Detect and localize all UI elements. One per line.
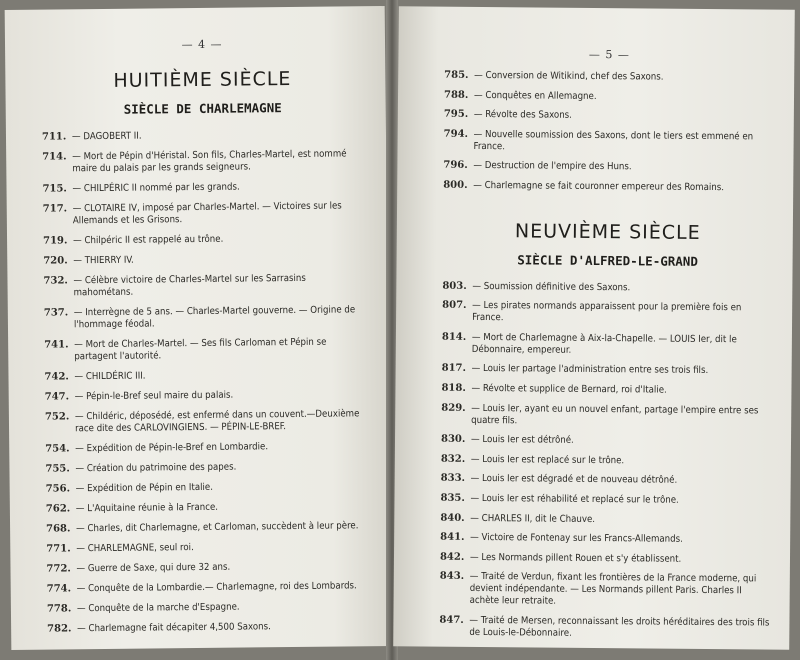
- entry-text: — Conquête de la marche d'Espagne.: [76, 601, 240, 615]
- entry-text: — Pépin-le-Bref seul maire du palais.: [74, 389, 234, 403]
- timeline-entry: [45, 408, 367, 435]
- entry-text: — Chilpéric II est rappelé au trône.: [73, 233, 224, 247]
- timeline-entry: [42, 148, 364, 175]
- era-heading: SIÈCLE DE CHARLEMAGNE: [123, 100, 282, 117]
- entry-text: — Expédition de Pépin-le-Bref en Lombardie.: [75, 441, 269, 455]
- entry-text: — Célèbre victoire de Charles-Martel sur les Sarrasins mahométans.: [73, 272, 306, 299]
- entry-year: 835.: [440, 492, 465, 504]
- entry-text: — Les Normands pillent Rouen et s'y établissent.: [469, 551, 682, 565]
- entry-year: 742.: [44, 371, 69, 383]
- entry-year: 840.: [440, 512, 465, 524]
- timeline-entry: [46, 520, 368, 535]
- entry-year: 774.: [46, 583, 72, 595]
- entry-list: [42, 128, 369, 635]
- timeline-entry: [440, 551, 770, 566]
- entry-text: — Victoire de Fontenay sur les Francs-Allemands.: [470, 532, 683, 545]
- entry-text: — Création du patrimoine des papes.: [75, 461, 237, 475]
- entry-text: — Louis Ier est détrôné.: [470, 434, 574, 446]
- entry-year: 795.: [443, 108, 469, 121]
- entry-text: — Interrègne de 5 ans. — Charles-Martel gouverne. — Origine de l'hommage féodal.: [73, 304, 356, 331]
- entry-year: 741.: [44, 339, 69, 351]
- entry-year: 768.: [46, 523, 71, 535]
- entry-year: 755.: [45, 463, 70, 475]
- entry-text: — Expédition de Pépin en Italie.: [75, 481, 213, 495]
- timeline-entry: [44, 304, 366, 331]
- entry-text: — CHILDÉRIC III.: [74, 370, 146, 383]
- entry-year: 772.: [46, 563, 71, 575]
- entry-text: — Louis Ier, ayant eu un nouvel enfant, partage l'empire entre ses quatre fils.: [471, 402, 759, 426]
- timeline-entry: [442, 363, 772, 378]
- entry-year: 833.: [440, 472, 466, 485]
- entry-text: — Charlemagne fait décapiter 4,500 Saxons.: [77, 621, 271, 635]
- entry-year: 737.: [43, 307, 69, 319]
- entry-text: — Conquêtes en Allemagne.: [473, 89, 597, 102]
- timeline-entry: [47, 580, 369, 595]
- entry-text: — Traité de Verdun, fixant les frontières de la France moderne, qui devient indépendante. — Les Normands pillent Paris. Charles II achète leur retraite.: [469, 571, 757, 607]
- timeline-entry: [440, 571, 770, 610]
- entry-text: — Louis Ier est replacé sur le trône.: [470, 453, 625, 466]
- entry-year: 788.: [443, 89, 469, 101]
- entry-text: — Nouvelle soumission des Saxons, dont le tiers est emmené en France.: [473, 128, 754, 152]
- timeline-entry: [45, 388, 367, 403]
- era-heading: SIÈCLE D'ALFRED-LE-GRAND: [517, 251, 698, 269]
- entry-text: — CHARLES II, dit le Chauve.: [470, 512, 596, 525]
- entry-year: 818.: [441, 382, 466, 394]
- entry-text: — L'Aquitaine réunie à la France.: [75, 501, 219, 515]
- entry-text: — Childéric, déposédé, est enfermé dans un couvent.—Deuxième race dite des CARLOVINGIENS. — PÉPIN-LE-BREF.: [74, 408, 360, 435]
- entry-year: 747.: [44, 391, 70, 403]
- entry-text: — Louis Ier partage l'administration entre ses trois fils.: [471, 363, 709, 377]
- entry-text: — Guerre de Saxe, qui dure 32 ans.: [76, 561, 231, 575]
- timeline-entry: [439, 615, 769, 642]
- entry-year: 762.: [45, 503, 71, 515]
- entry-year: 715.: [42, 183, 67, 195]
- timeline-entry: [443, 160, 773, 175]
- entry-text: — Les pirates normands apparaissent pour la première fois en France.: [472, 300, 742, 324]
- entry-text: — CHILPÉRIC II nommé par les grands.: [72, 181, 240, 195]
- entry-year: 800.: [443, 179, 468, 191]
- entry-year: 714.: [42, 151, 67, 163]
- entry-text: — Conquête de la Lombardie.— Charlemagne, roi des Lombards.: [76, 580, 357, 595]
- entry-year: 814.: [441, 331, 467, 343]
- entry-year: 785.: [444, 69, 469, 81]
- entry-text: — Charles, dit Charlemagne, et Carloman, succèdent à leur père.: [76, 520, 359, 535]
- timeline-entry: [43, 252, 365, 267]
- entry-year: 719.: [43, 235, 68, 247]
- entry-year: 847.: [439, 614, 464, 626]
- timeline-entry: [46, 480, 368, 495]
- entry-text: — Louis Ier est réhabilité et replacé sur le trône.: [470, 492, 679, 506]
- entry-text: — Soumission définitive des Saxons.: [472, 280, 631, 293]
- entry-text: — Conversion de Witikind, chef des Saxons.: [474, 69, 664, 83]
- timeline-entry: [43, 200, 365, 227]
- entry-year: 841.: [440, 531, 465, 543]
- timeline-entry: [444, 128, 774, 155]
- entry-year: 829.: [441, 402, 466, 414]
- entry-year: 807.: [442, 299, 467, 312]
- timeline-entry: [47, 600, 369, 615]
- timeline-entry: [441, 473, 771, 488]
- entry-year: 754.: [45, 443, 70, 455]
- timeline-entry: [440, 532, 770, 547]
- timeline-entry: [43, 272, 365, 299]
- timeline-entry: [45, 460, 367, 475]
- timeline-entry: [45, 440, 367, 455]
- entry-text: — Charlemagne se fait couronner empereur des Romains.: [473, 179, 725, 194]
- entry-text: — Louis Ier est dégradé et de nouveau détrôné.: [470, 473, 678, 487]
- entry-year: 732.: [43, 275, 68, 287]
- entry-text: — CLOTAIRE IV, imposé par Charles-Martel. — Victoires sur les Allemands et les Grisons.: [72, 200, 342, 227]
- entry-text: — Mort de Charles-Martel. — Ses fils Carloman et Pépin se partagent l'autorité.: [74, 336, 327, 363]
- entry-text: — DAGOBERT II.: [71, 130, 142, 143]
- timeline-entry: [43, 232, 365, 247]
- entry-year: 752.: [44, 411, 70, 423]
- timeline-entry: [44, 336, 366, 363]
- entry-year: 843.: [439, 570, 465, 583]
- timeline-entry: [442, 331, 772, 358]
- entry-text: — Révolte et supplice de Bernard, roi d'Italie.: [471, 382, 667, 396]
- timeline-entry: [441, 453, 771, 468]
- right-page: [393, 6, 795, 649]
- timeline-entry: [46, 500, 368, 515]
- timeline-entry: [46, 540, 368, 555]
- entry-year: 771.: [46, 543, 71, 555]
- entry-year: 842.: [439, 551, 465, 563]
- timeline-entry: [443, 180, 773, 195]
- timeline-entry: [47, 620, 369, 635]
- entry-text: — Traité de Mersen, reconnaissant les droits héréditaires des trois fils de Louis-le-Débonnaire.: [469, 614, 770, 639]
- century-heading: NEUVIÈME SIÈCLE: [514, 219, 701, 244]
- entry-year: 717.: [42, 203, 68, 215]
- entry-text: — Révolte des Saxons.: [473, 109, 572, 121]
- timeline-entry: [441, 402, 771, 429]
- timeline-entry: [442, 300, 772, 327]
- entry-year: 817.: [441, 363, 467, 375]
- timeline-entry: [42, 128, 364, 143]
- entry-year: 756.: [45, 483, 71, 495]
- entry-list: [443, 70, 774, 195]
- entry-list: [439, 280, 772, 641]
- entry-year: 803.: [442, 280, 467, 292]
- timeline-entry: [442, 280, 772, 295]
- timeline-entry: [441, 434, 771, 449]
- page-number: — 4 —: [181, 37, 223, 52]
- timeline-entry: [440, 512, 770, 527]
- century-heading: HUITIÈME SIÈCLE: [113, 68, 292, 92]
- entry-year: 796.: [443, 160, 468, 172]
- entry-year: 830.: [440, 433, 466, 446]
- timeline-entry: [440, 493, 770, 508]
- entry-year: 778.: [46, 603, 72, 615]
- timeline-entry: [46, 560, 368, 575]
- entry-year: 720.: [43, 255, 68, 267]
- timeline-entry: [444, 89, 774, 104]
- timeline-entry: [44, 368, 366, 383]
- entry-year: 711.: [41, 131, 67, 143]
- entry-text: — Mort de Pépin d'Héristal. Son fils, Charles-Martel, est nommé maire du palais par les grands seigneurs.: [72, 148, 347, 175]
- entry-text: — THIERRY IV.: [73, 254, 134, 267]
- entry-year: 794.: [443, 128, 469, 140]
- timeline-entry: [42, 180, 364, 195]
- timeline-entry: [444, 109, 774, 124]
- left-page: [5, 6, 392, 650]
- entry-text: — CHARLEMAGNE, seul roi.: [76, 542, 194, 555]
- page-number: — 5 —: [588, 47, 630, 62]
- entry-text: — Destruction de l'empire des Huns.: [473, 160, 632, 173]
- timeline-entry: [441, 383, 771, 398]
- entry-year: 832.: [440, 453, 466, 465]
- entry-year: 782.: [47, 623, 72, 635]
- entry-text: — Mort de Charlemagne à Aix-la-Chapelle. — LOUIS Ier, dit le Débonnaire, empereur.: [471, 331, 737, 356]
- timeline-entry: [444, 70, 774, 85]
